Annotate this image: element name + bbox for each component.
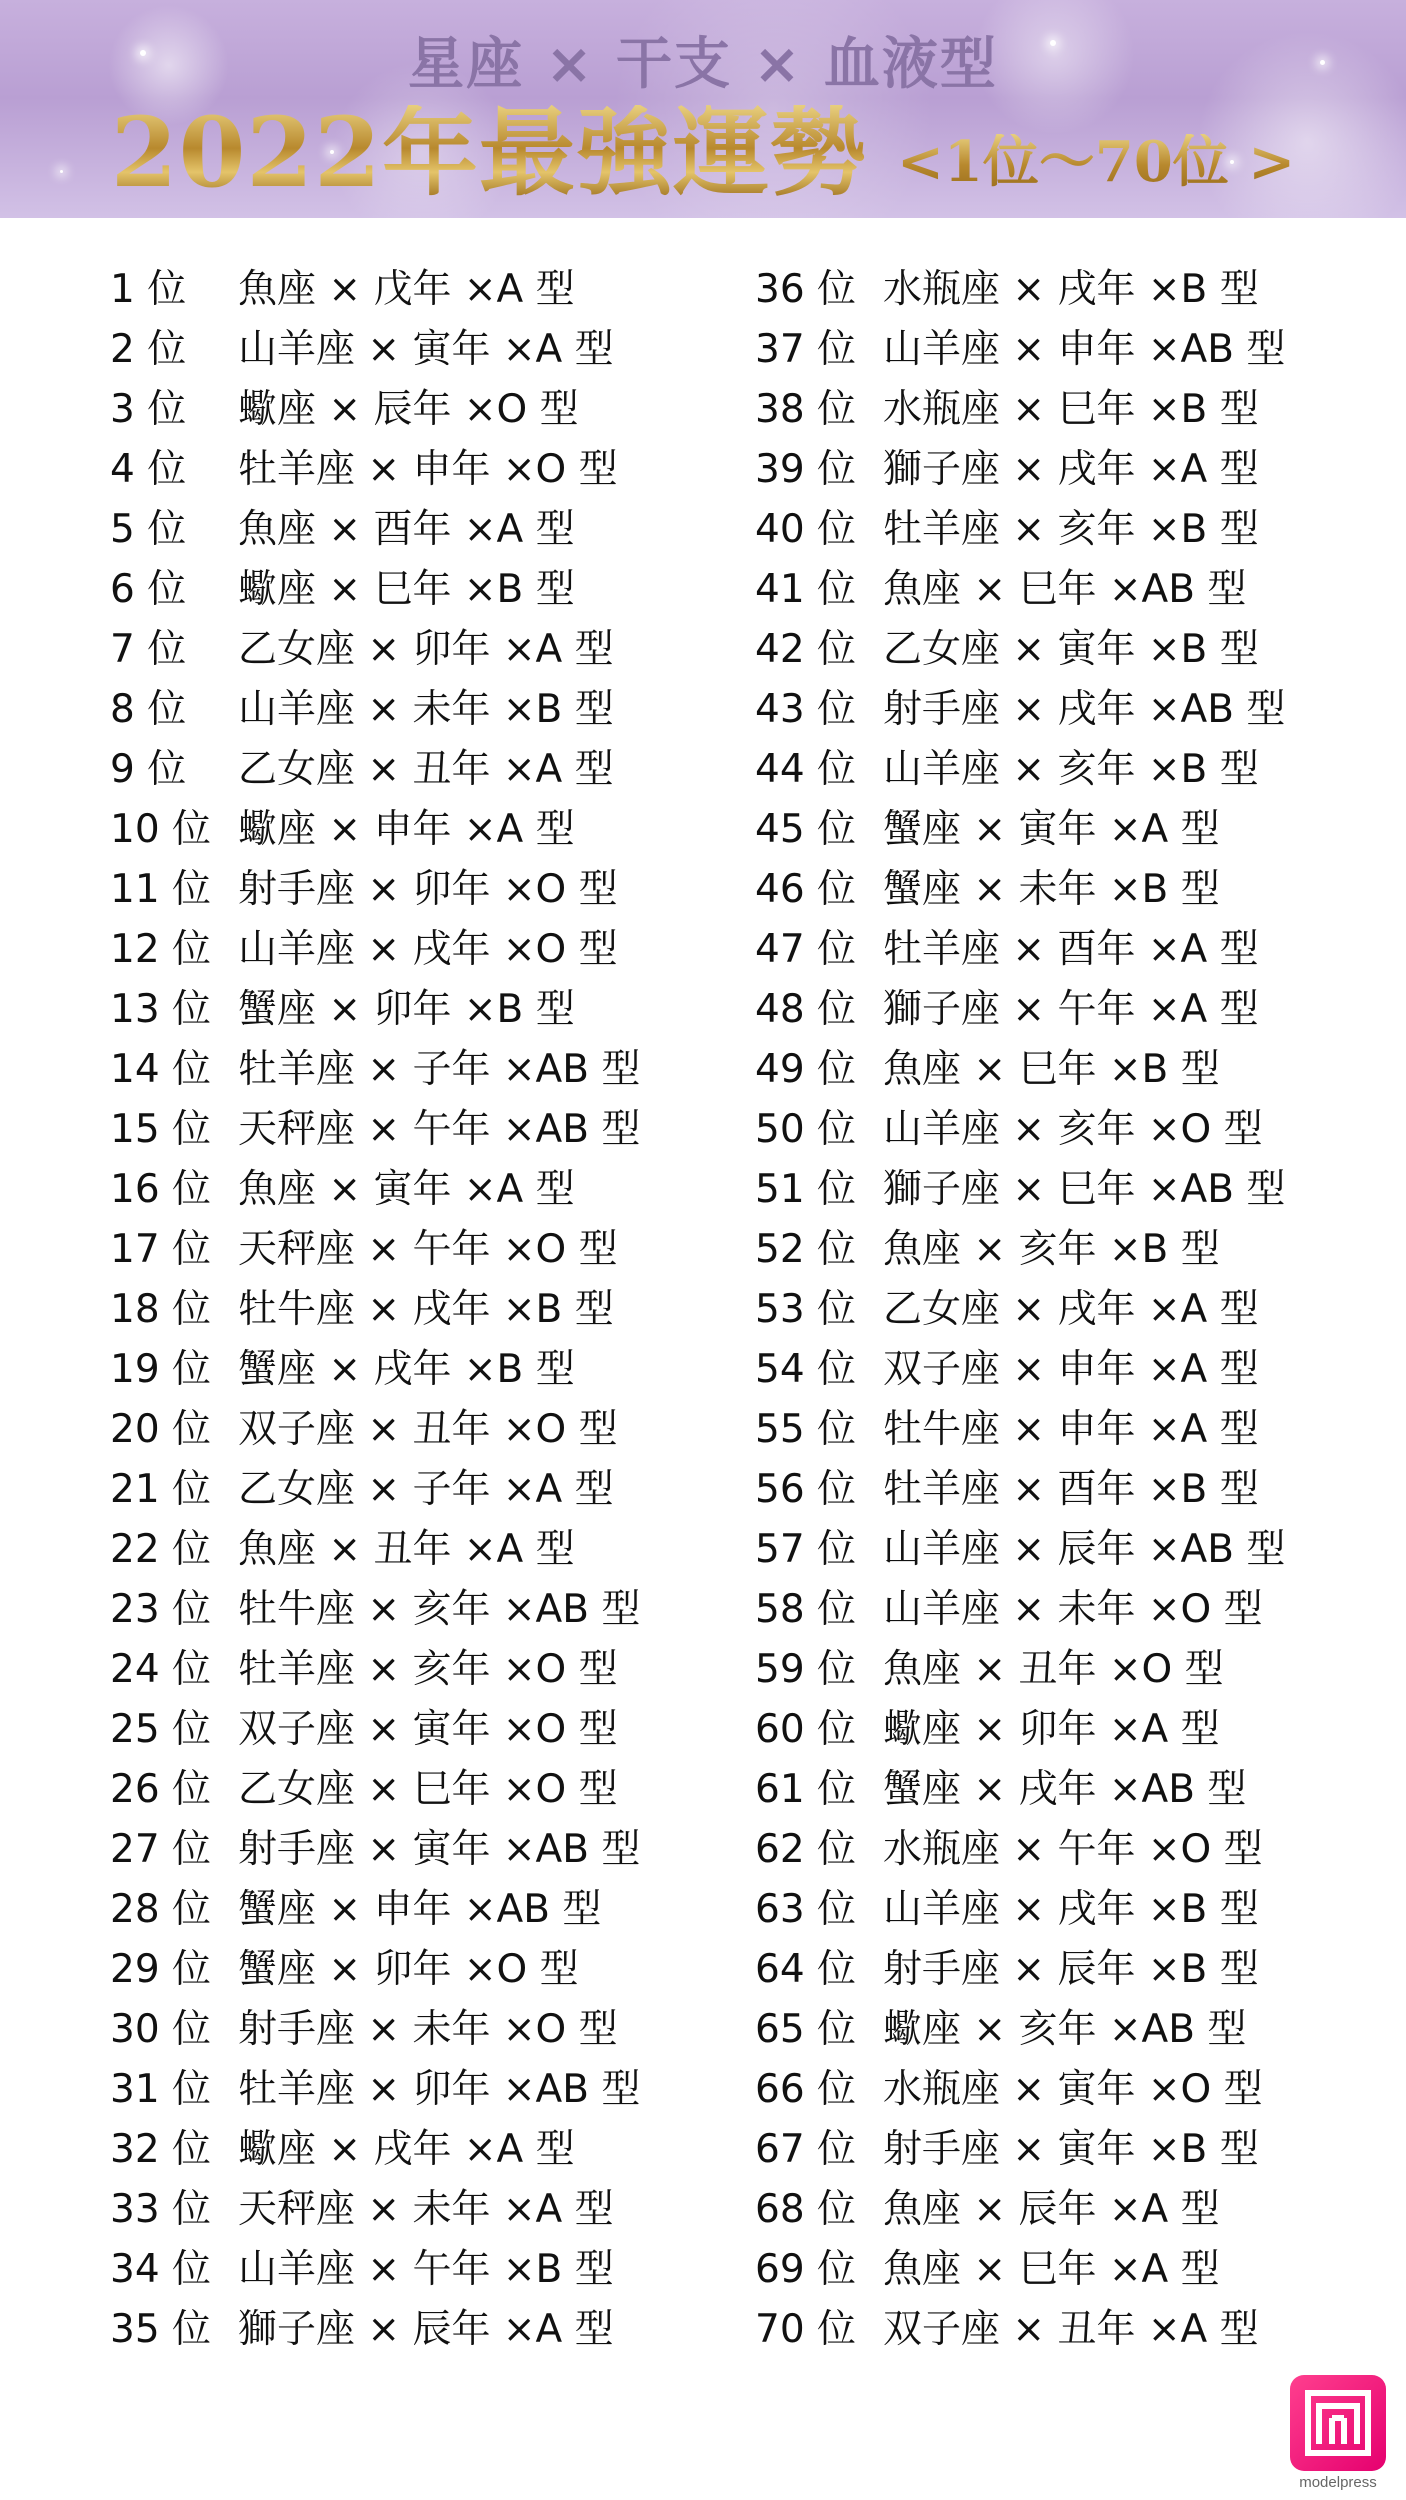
rank-number: 28 位 [110, 1887, 212, 1932]
rank-number: 15 位 [110, 1107, 212, 1152]
rank-number: 7 位 [110, 627, 187, 672]
combo-text: 蠍座 × 巳年 ×B 型 [238, 567, 575, 612]
rank-number: 8 位 [110, 687, 187, 732]
rank-number: 14 位 [110, 1047, 212, 1092]
combo-text: 魚座 × 寅年 ×A 型 [238, 1167, 575, 1212]
combo-text: 天秤座 × 午年 ×AB 型 [238, 1107, 641, 1152]
ranking-row [755, 800, 1395, 860]
combo-text: 山羊座 × 午年 ×B 型 [238, 2247, 614, 2292]
rank-number: 64 位 [755, 1947, 857, 1992]
rank-number: 38 位 [755, 387, 857, 432]
rank-number: 31 位 [110, 2067, 212, 2112]
rank-number: 50 位 [755, 1107, 857, 1152]
combo-text: 魚座 × 亥年 ×B 型 [883, 1227, 1220, 1272]
combo-text: 魚座 × 丑年 ×A 型 [238, 1527, 575, 1572]
ranking-row [755, 620, 1395, 680]
combo-text: 牡羊座 × 子年 ×AB 型 [238, 1047, 641, 1092]
rank-number: 11 位 [110, 867, 212, 912]
page-title: 2022年最強運勢 [110, 96, 867, 209]
combo-text: 牡羊座 × 酉年 ×A 型 [883, 927, 1259, 972]
rank-number: 55 位 [755, 1407, 857, 1452]
ranking-row [110, 2060, 750, 2120]
ranking-row [110, 2180, 750, 2240]
combo-text: 山羊座 × 辰年 ×AB 型 [883, 1527, 1286, 1572]
rank-number: 34 位 [110, 2247, 212, 2292]
combo-text: 天秤座 × 未年 ×A 型 [238, 2187, 614, 2232]
combo-text: 蟹座 × 戌年 ×B 型 [238, 1347, 575, 1392]
rank-number: 19 位 [110, 1347, 212, 1392]
combo-text: 双子座 × 丑年 ×A 型 [883, 2307, 1259, 2352]
ranking-row [755, 1760, 1395, 1820]
combo-text: 山羊座 × 戌年 ×B 型 [883, 1887, 1259, 1932]
ranking-row [755, 1940, 1395, 2000]
rank-number: 32 位 [110, 2127, 212, 2172]
rank-number: 68 位 [755, 2187, 857, 2232]
combo-text: 魚座 × 巳年 ×A 型 [883, 2247, 1220, 2292]
rank-number: 39 位 [755, 447, 857, 492]
ranking-row [755, 440, 1395, 500]
rank-number: 70 位 [755, 2307, 857, 2352]
combo-text: 蠍座 × 卯年 ×A 型 [883, 1707, 1220, 1752]
combo-text: 魚座 × 巳年 ×AB 型 [883, 567, 1247, 612]
rank-number: 9 位 [110, 747, 187, 792]
combo-text: 蠍座 × 戌年 ×A 型 [238, 2127, 575, 2172]
ranking-row [110, 680, 750, 740]
ranking-row [110, 320, 750, 380]
combo-text: 魚座 × 戊年 ×A 型 [238, 267, 575, 312]
combo-text: 蟹座 × 申年 ×AB 型 [238, 1887, 602, 1932]
rank-number: 37 位 [755, 327, 857, 372]
ranking-row [110, 980, 750, 1040]
combo-text: 獅子座 × 辰年 ×A 型 [238, 2307, 614, 2352]
combo-text: 蟹座 × 卯年 ×B 型 [238, 987, 575, 1032]
ranking-row [755, 2180, 1395, 2240]
modelpress-logo [1290, 2375, 1386, 2493]
rank-number: 35 位 [110, 2307, 212, 2352]
ranking-row [755, 1160, 1395, 1220]
rank-number: 40 位 [755, 507, 857, 552]
rank-number: 51 位 [755, 1167, 857, 1212]
rank-number: 12 位 [110, 927, 212, 972]
ranking-row [755, 740, 1395, 800]
combo-text: 牡羊座 × 申年 ×O 型 [238, 447, 618, 492]
ranking-row [755, 560, 1395, 620]
ranking-row [110, 1280, 750, 1340]
ranking-row [755, 920, 1395, 980]
rank-number: 17 位 [110, 1227, 212, 1272]
ranking-row [110, 920, 750, 980]
combo-text: 牡羊座 × 卯年 ×AB 型 [238, 2067, 641, 2112]
combo-text: 射手座 × 寅年 ×AB 型 [238, 1827, 641, 1872]
rank-number: 43 位 [755, 687, 857, 732]
ranking-row [755, 980, 1395, 1040]
header-subtitle: 星座 × 干支 × 血液型 [408, 32, 998, 97]
combo-text: 双子座 × 丑年 ×O 型 [238, 1407, 618, 1452]
combo-text: 双子座 × 申年 ×A 型 [883, 1347, 1259, 1392]
ranking-row [755, 260, 1395, 320]
rank-number: 10 位 [110, 807, 212, 852]
combo-text: 蟹座 × 未年 ×B 型 [883, 867, 1220, 912]
rank-number: 57 位 [755, 1527, 857, 1572]
rank-number: 36 位 [755, 267, 857, 312]
combo-text: 双子座 × 寅年 ×O 型 [238, 1707, 618, 1752]
ranking-row [755, 320, 1395, 380]
combo-text: 魚座 × 丑年 ×O 型 [883, 1647, 1224, 1692]
ranking-row [755, 1220, 1395, 1280]
ranking-row [110, 1640, 750, 1700]
ranking-row [110, 1880, 750, 1940]
combo-text: 牡羊座 × 酉年 ×B 型 [883, 1467, 1259, 1512]
rank-number: 59 位 [755, 1647, 857, 1692]
rank-number: 47 位 [755, 927, 857, 972]
rank-number: 56 位 [755, 1467, 857, 1512]
ranking-row [110, 500, 750, 560]
combo-text: 乙女座 × 丑年 ×A 型 [238, 747, 614, 792]
combo-text: 牡牛座 × 戌年 ×B 型 [238, 1287, 614, 1332]
ranking-row [110, 1580, 750, 1640]
combo-text: 魚座 × 辰年 ×A 型 [883, 2187, 1220, 2232]
ranking-row [755, 1460, 1395, 1520]
rank-number: 1 位 [110, 267, 187, 312]
ranking-row [755, 1040, 1395, 1100]
combo-text: 射手座 × 寅年 ×B 型 [883, 2127, 1259, 2172]
ranking-row [755, 680, 1395, 740]
ranking-row [755, 2000, 1395, 2060]
rank-number: 16 位 [110, 1167, 212, 1212]
rank-number: 45 位 [755, 807, 857, 852]
combo-text: 山羊座 × 寅年 ×A 型 [238, 327, 614, 372]
combo-text: 魚座 × 酉年 ×A 型 [238, 507, 575, 552]
combo-text: 蟹座 × 戌年 ×AB 型 [883, 1767, 1247, 1812]
combo-text: 蠍座 × 申年 ×A 型 [238, 807, 575, 852]
combo-text: 山羊座 × 戌年 ×O 型 [238, 927, 618, 972]
combo-text: 蟹座 × 卯年 ×O 型 [238, 1947, 579, 1992]
ranking-row [110, 1040, 750, 1100]
combo-text: 獅子座 × 戌年 ×A 型 [883, 447, 1259, 492]
rank-number: 4 位 [110, 447, 187, 492]
combo-text: 射手座 × 戌年 ×AB 型 [883, 687, 1286, 732]
rank-number: 67 位 [755, 2127, 857, 2172]
ranking-row [110, 1160, 750, 1220]
rank-number: 25 位 [110, 1707, 212, 1752]
combo-text: 乙女座 × 子年 ×A 型 [238, 1467, 614, 1512]
combo-text: 山羊座 × 亥年 ×O 型 [883, 1107, 1263, 1152]
logo-text: modelpress [1299, 2474, 1377, 2491]
ranking-row [755, 500, 1395, 560]
combo-text: 牡牛座 × 申年 ×A 型 [883, 1407, 1259, 1452]
ranking-row [755, 1340, 1395, 1400]
rank-range-label: <1位～70位 > [896, 129, 1296, 195]
ranking-row [110, 2300, 750, 2360]
ranking-row [110, 1940, 750, 2000]
ranking-row [110, 1100, 750, 1160]
rank-number: 65 位 [755, 2007, 857, 2052]
ranking-row [110, 1520, 750, 1580]
rank-number: 44 位 [755, 747, 857, 792]
ranking-row [110, 2000, 750, 2060]
ranking-row [755, 1880, 1395, 1940]
rank-number: 49 位 [755, 1047, 857, 1092]
rank-number: 18 位 [110, 1287, 212, 1332]
rank-number: 61 位 [755, 1767, 857, 1812]
rank-number: 30 位 [110, 2007, 212, 2052]
modelpress-m-logo-icon [1290, 2375, 1386, 2471]
ranking-row [755, 1100, 1395, 1160]
ranking-row [755, 1400, 1395, 1460]
rank-number: 13 位 [110, 987, 212, 1032]
header-banner [0, 0, 1406, 218]
rank-number: 20 位 [110, 1407, 212, 1452]
combo-text: 山羊座 × 亥年 ×B 型 [883, 747, 1259, 792]
combo-text: 獅子座 × 巳年 ×AB 型 [883, 1167, 1286, 1212]
ranking-row [110, 2120, 750, 2180]
combo-text: 射手座 × 卯年 ×O 型 [238, 867, 618, 912]
rank-number: 69 位 [755, 2247, 857, 2292]
rank-number: 33 位 [110, 2187, 212, 2232]
combo-text: 水瓶座 × 午年 ×O 型 [883, 1827, 1263, 1872]
combo-text: 水瓶座 × 戌年 ×B 型 [883, 267, 1259, 312]
ranking-row [110, 1760, 750, 1820]
ranking-row [110, 1460, 750, 1520]
combo-text: 水瓶座 × 寅年 ×O 型 [883, 2067, 1263, 2112]
ranking-row [110, 1820, 750, 1880]
rank-number: 2 位 [110, 327, 187, 372]
rank-number: 58 位 [755, 1587, 857, 1632]
combo-text: 蠍座 × 亥年 ×AB 型 [883, 2007, 1247, 2052]
rank-number: 42 位 [755, 627, 857, 672]
ranking-row [755, 1520, 1395, 1580]
combo-text: 山羊座 × 未年 ×B 型 [238, 687, 614, 732]
combo-text: 乙女座 × 巳年 ×O 型 [238, 1767, 618, 1812]
combo-text: 乙女座 × 寅年 ×B 型 [883, 627, 1259, 672]
combo-text: 獅子座 × 午年 ×A 型 [883, 987, 1259, 1032]
ranking-list-left [110, 260, 750, 2360]
ranking-row [110, 1700, 750, 1760]
rank-number: 62 位 [755, 1827, 857, 1872]
ranking-row [755, 2240, 1395, 2300]
header-title-row [0, 98, 1406, 208]
ranking-row [755, 2120, 1395, 2180]
combo-text: 蟹座 × 寅年 ×A 型 [883, 807, 1220, 852]
combo-text: 蠍座 × 辰年 ×O 型 [238, 387, 579, 432]
combo-text: 射手座 × 辰年 ×B 型 [883, 1947, 1259, 1992]
ranking-row [110, 260, 750, 320]
ranking-row [755, 1640, 1395, 1700]
combo-text: 山羊座 × 未年 ×O 型 [883, 1587, 1263, 1632]
combo-text: 乙女座 × 卯年 ×A 型 [238, 627, 614, 672]
combo-text: 射手座 × 未年 ×O 型 [238, 2007, 618, 2052]
combo-text: 山羊座 × 申年 ×AB 型 [883, 327, 1286, 372]
ranking-row [110, 440, 750, 500]
ranking-row [110, 860, 750, 920]
combo-text: 水瓶座 × 巳年 ×B 型 [883, 387, 1259, 432]
rank-number: 48 位 [755, 987, 857, 1032]
combo-text: 天秤座 × 午年 ×O 型 [238, 1227, 618, 1272]
rank-number: 60 位 [755, 1707, 857, 1752]
ranking-row [755, 1700, 1395, 1760]
combo-text: 牡牛座 × 亥年 ×AB 型 [238, 1587, 641, 1632]
ranking-row [755, 860, 1395, 920]
rank-number: 27 位 [110, 1827, 212, 1872]
rank-number: 3 位 [110, 387, 187, 432]
rank-number: 29 位 [110, 1947, 212, 1992]
rank-number: 46 位 [755, 867, 857, 912]
ranking-row [755, 2300, 1395, 2360]
ranking-row [110, 380, 750, 440]
ranking-row [110, 560, 750, 620]
rank-number: 5 位 [110, 507, 187, 552]
combo-text: 牡羊座 × 亥年 ×O 型 [238, 1647, 618, 1692]
rank-number: 26 位 [110, 1767, 212, 1812]
ranking-row [110, 1400, 750, 1460]
ranking-row [110, 620, 750, 680]
ranking-row [755, 1280, 1395, 1340]
rank-number: 6 位 [110, 567, 187, 612]
ranking-row [755, 1820, 1395, 1880]
rank-number: 52 位 [755, 1227, 857, 1272]
ranking-row [110, 1340, 750, 1400]
rank-number: 24 位 [110, 1647, 212, 1692]
ranking-row [110, 2240, 750, 2300]
rank-number: 66 位 [755, 2067, 857, 2112]
rank-number: 21 位 [110, 1467, 212, 1512]
ranking-row [755, 1580, 1395, 1640]
rank-number: 22 位 [110, 1527, 212, 1572]
combo-text: 牡羊座 × 亥年 ×B 型 [883, 507, 1259, 552]
rank-number: 41 位 [755, 567, 857, 612]
combo-text: 乙女座 × 戌年 ×A 型 [883, 1287, 1259, 1332]
rank-number: 63 位 [755, 1887, 857, 1932]
ranking-row [755, 2060, 1395, 2120]
combo-text: 魚座 × 巳年 ×B 型 [883, 1047, 1220, 1092]
ranking-row [110, 800, 750, 860]
ranking-list-right [755, 260, 1395, 2360]
rank-number: 53 位 [755, 1287, 857, 1332]
ranking-row [110, 1220, 750, 1280]
rank-number: 23 位 [110, 1587, 212, 1632]
rank-number: 54 位 [755, 1347, 857, 1392]
ranking-row [110, 740, 750, 800]
ranking-row [755, 380, 1395, 440]
